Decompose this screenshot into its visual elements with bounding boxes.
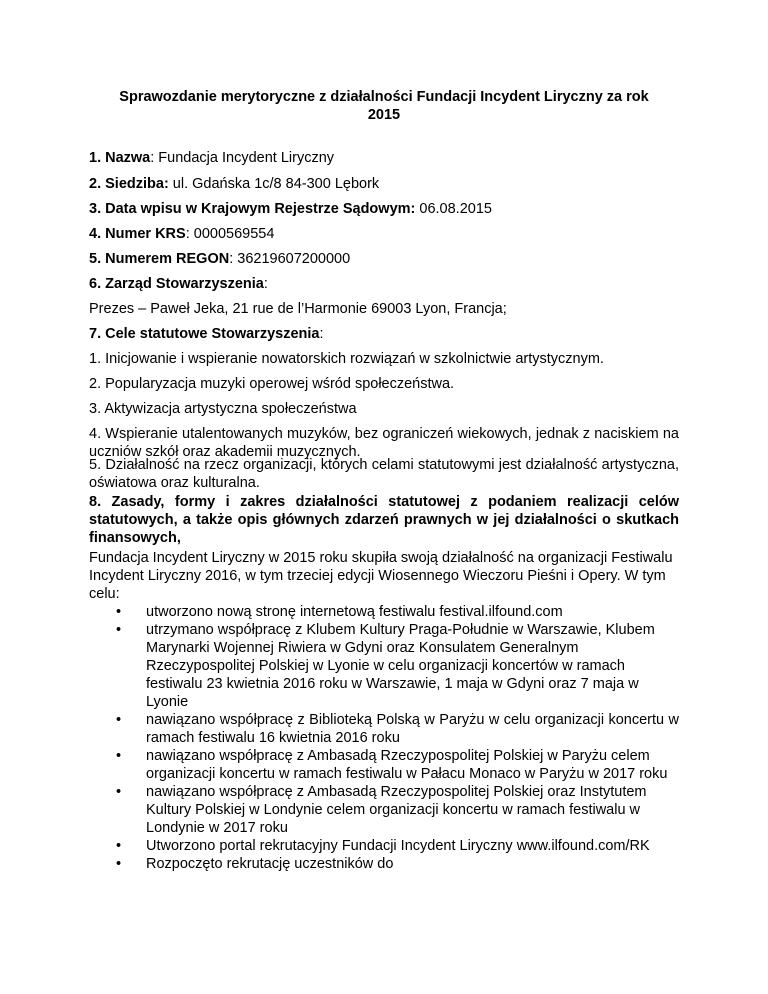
field-value: : 0000569554	[185, 226, 275, 242]
field-value: 06.08.2015	[415, 201, 492, 217]
bullet-icon: •	[116, 748, 122, 764]
bullet-icon: •	[116, 784, 122, 800]
field-regon	[89, 250, 679, 268]
field-registration-date	[89, 200, 679, 218]
bullet-icon: •	[116, 712, 122, 728]
list-item	[89, 711, 679, 747]
goal-item: 3. Aktywizacja artystyczna społeczeństwa	[89, 401, 357, 417]
list-item-text: Utworzono portal rekrutacyjny Fundacji Incydent Liryczny www.ilfound.com/RK	[146, 838, 650, 854]
board-member: Prezes – Paweł Jeka, 21 rue de l’Harmonie 69003 Lyon, Francja;	[89, 301, 507, 317]
list-item-text: utrzymano współpracę z Klubem Kultury Praga-Południe w Warszawie, Klubem Marynarki Wojennej Riwiera w Gdyni oraz Konsulatem Generalnym Rzeczypospolitej Polskiej w Lyonie w celu organizacji koncertów w ramach festiwalu 23 kwietnia 2016 roku w Warszawie, 1 maja w Gdyni oraz 7 maja w Lyonie	[146, 622, 655, 710]
list-item-text: nawiązano współpracę z Biblioteką Polską w Paryżu w celu organizacji koncertu w ramach festiwalu 16 kwietnia 2016 roku	[146, 712, 679, 746]
goals-suffix: :	[319, 326, 324, 342]
list-item-text: Rozpoczęto rekrutację uczestników do	[146, 856, 394, 872]
bullet-icon: •	[116, 604, 122, 620]
list-item-text: utworzono nową stronę internetową festiwalu festival.ilfound.com	[146, 604, 563, 620]
bullet-icon: •	[116, 838, 122, 854]
bullet-icon: •	[116, 622, 122, 638]
goal-item: 2. Popularyzacja muzyki operowej wśród społeczeństwa.	[89, 376, 455, 392]
goals-label: 7. Cele statutowe Stowarzyszenia	[89, 326, 320, 342]
list-item	[89, 837, 679, 855]
goal-item: 4. Wspieranie utalentowanych muzyków, bez ograniczeń wiekowych, jednak z naciskiem na uczniów szkół oraz akademii muzycznych.	[89, 426, 679, 460]
field-value: :	[263, 276, 268, 292]
goal-item: 5. Działalność na rzecz organizacji, których celami statutowymi jest działalność artystyczna, oświatowa oraz kulturalna.	[89, 457, 679, 491]
goal-item: 1. Inicjowanie i wspieranie nowatorskich rozwiązań w szkolnictwie artystycznym.	[89, 351, 604, 367]
list-item-text: nawiązano współpracę z Ambasadą Rzeczypospolitej Polskiej w Paryżu celem organizacji koncertu w ramach festiwalu w Pałacu Monaco w Paryżu w 2017 roku	[146, 748, 668, 782]
list-item	[89, 783, 679, 837]
field-board	[89, 275, 679, 293]
goals-heading	[89, 325, 679, 343]
list-item	[89, 747, 679, 783]
section-8-heading: 8. Zasady, formy i zakres działalności statutowej z podaniem realizacji celów statutowych, a także opis głównych zdarzeń prawnych w jej działalności o skutkach finansowych,	[89, 494, 679, 546]
field-value: : Fundacja Incydent Liryczny	[150, 150, 335, 166]
field-label: 5. Numerem REGON	[89, 251, 230, 267]
document-title: Sprawozdanie merytoryczne z działalności Fundacji Incydent Liryczny za rok 2015	[119, 89, 649, 123]
field-name	[89, 149, 679, 167]
list-item	[89, 855, 679, 873]
field-label: 4. Numer KRS	[89, 226, 186, 242]
list-item-text: nawiązano współpracę z Ambasadą Rzeczypospolitej Polskiej oraz Instytutem Kultury Polskiej w Londynie celem organizacji koncertu w ramach festiwalu w Londynie w 2017 roku	[146, 784, 647, 836]
field-value: ul. Gdańska 1c/8 84-300 Lębork	[168, 176, 380, 192]
section-8-intro: Fundacja Incydent Liryczny w 2015 roku skupiła swoją działalność na organizacji Festiwalu Incydent Liryczny 2016, w tym trzeciej edycji Wiosennego Wieczoru Pieśni i Opery. W tym celu:	[89, 550, 673, 602]
list-item	[89, 621, 679, 711]
field-value: : 36219607200000	[229, 251, 351, 267]
field-label: 3. Data wpisu w Krajowym Rejestrze Sądowym:	[89, 201, 416, 217]
field-label: 2. Siedziba:	[89, 176, 169, 192]
field-seat	[89, 175, 679, 193]
bullet-icon: •	[116, 856, 122, 872]
field-label: 1. Nazwa	[89, 150, 151, 166]
field-krs	[89, 225, 679, 243]
field-label: 6. Zarząd Stowarzyszenia	[89, 276, 264, 292]
activity-list	[89, 603, 679, 873]
list-item	[89, 603, 679, 621]
